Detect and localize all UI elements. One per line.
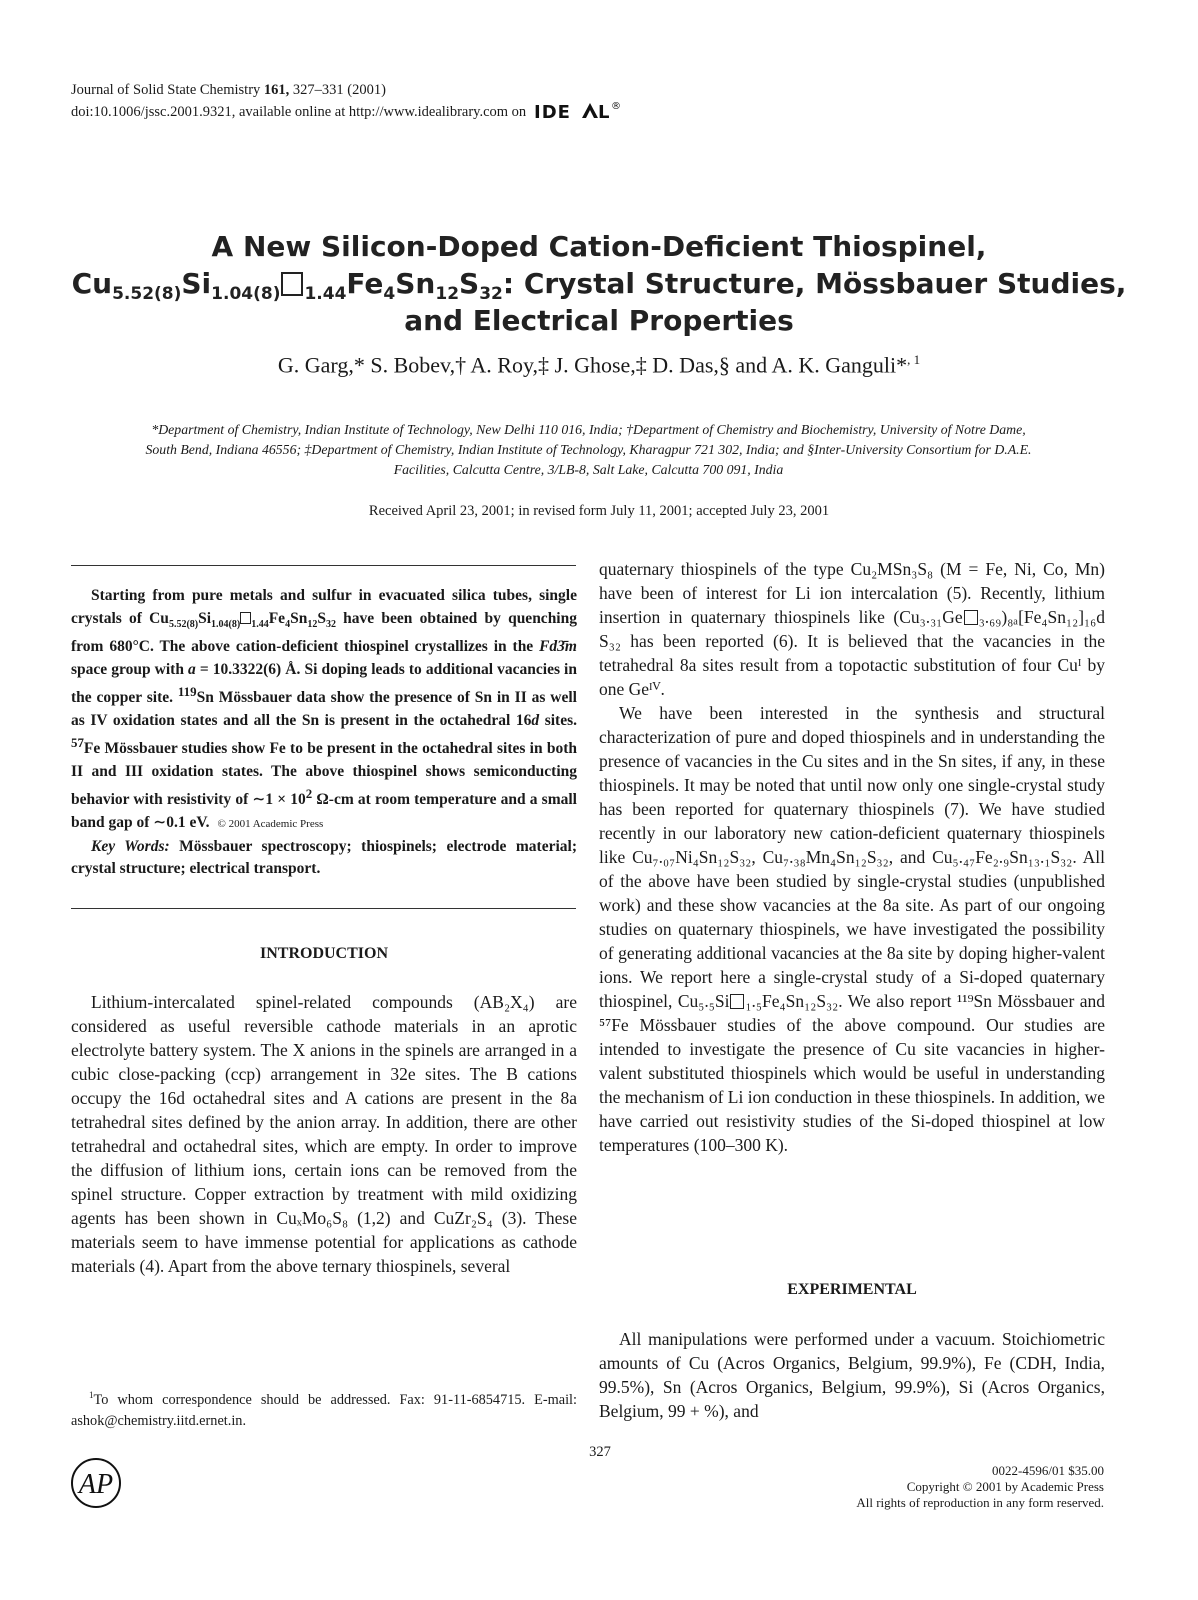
abstract-top-rule [71,565,576,566]
issn-line: 0022-4596/01 $35.00 [992,1463,1104,1478]
footnote [71,1385,577,1432]
copyright-line: Copyright © 2001 by Academic Press [906,1479,1104,1494]
vacancy-box-icon [964,610,978,625]
svg-text:L: L [597,102,610,121]
affiliation-line: Facilities, Calcutta Centre, 3/LB-8, Salt Lake, Calcutta 700 091, India [393,462,784,477]
academic-press-logo [70,1457,122,1514]
page-number: 327 [589,1444,611,1460]
doi-text: doi:10.1006/jssc.2001.9321, available online at http://www.idealibrary.com on [71,104,527,120]
abstract [71,585,577,881]
footnote-text: To whom correspondence should be addressed. Fax: 91-11-6854715. E-mail: ashok@chemistry.iitd.ernet.in. [71,1391,577,1429]
introduction-text [71,990,577,1278]
journal-header [71,80,622,128]
footnote-mark: 1 [89,1390,94,1400]
abstract-bottom-rule [71,908,576,909]
key-words [71,836,577,881]
svg-text:®: ® [610,101,621,112]
journal-citation [71,80,622,101]
affiliation-line: South Bend, Indiana 46556; ‡Department of Chemistry, Indian Institute of Technology, Kharagpur 721 302, India; and §Inter-University Consortium for D.A.E. [145,442,1032,457]
logo-lettering: AP [78,1469,114,1500]
vacancy-box-icon [281,272,303,296]
key-words-text: Mössbauer spectroscopy; thiospinels; electrode material; crystal structure; electrical transport. [71,837,577,878]
key-words-label: Key Words: [91,837,170,855]
abstract-copyright: © 2001 Academic Press [217,818,324,831]
title-line-2: $Cu_{5.52(8)}Si_{1.04(8)}$ $_{1.44}Fe_4Sn_{12}S_{32}$: Crystal Structure, Mössbauer Studies, [71,267,1127,304]
copyright-block [856,1463,1104,1511]
journal-volume: 161, [263,82,290,98]
abstract-text: Starting from pure metals and sulfur in evacuated silica tubes, single crystals of $Cu_{5.52(8)}Si_{1.04(8)}$ $_{1.44}Fe_4Sn_{12}S_{32}$ have been obtained by quenching from 680°C. The above cation-deficient thiospinel crystallizes in the Fd3̄m space group with a = 10.3322(6) Å. Si doping leads to additional vacancies in the copper site. $^{119}$Sn Mössbauer data show the presence of Sn in II as well as IV oxidation states and all the Sn is present in the octahedral 16d sites. $^{57}$Fe Mössbauer studies show Fe to be present in the octahedral sites in both II and III oxidation states. The above thiospinel shows semiconducting behavior with resistivity of ∼1 × $10^2$ Ω-cm at room temperature and a small band gap of ∼0.1 eV. © 2001 Academic Press [71,587,577,832]
section-heading-introduction: INTRODUCTION [259,945,388,962]
received-dates: Received April 23, 2001; in revised form July 11, 2001; accepted July 23, 2001 [368,503,830,519]
ideal-logo[interactable] [534,101,622,128]
article-title [60,228,1138,339]
rights-line: All rights of reproduction in any form reserved. [856,1495,1104,1510]
right-column [599,557,1105,1157]
section-heading-experimental: EXPERIMENTAL [787,1281,917,1298]
vacancy-box-icon [240,612,251,624]
svg-text:IDE: IDE [533,102,571,121]
title-line-3: and Electrical Properties [404,304,794,337]
title-line-1: A New Silicon-Doped Cation-Deficient Thiospinel, [211,230,987,263]
journal-pages: 327–331 (2001) [292,82,386,98]
journal-name: Journal of Solid State Chemistry [71,82,261,98]
paragraph: All manipulations were performed under a vacuum. Stoichiometric amounts of Cu (Acros Organics, Belgium, 99.9%), Fe (CDH, India, 99.5%), Sn (Acros Organics, Belgium, 99.9%), Si (Acros Organics, Belgium, 99 + %), and [599,1329,1105,1421]
experimental-text [599,1327,1105,1423]
paragraph: We have been interested in the synthesis and structural characterization of pure and doped thiospinels and in understanding the presence of vacancies in the Cu sites and in the Sn sites, if any, in these thiospinels. It may be noted that until now only one single-crystal study has been reported for quaternary thiospinels (7). We have studied recently in our laboratory new cation-deficient quaternary thiospinels like Cu₇.₀₇Ni₄Sn₁₂S₃₂, Cu₇.₃₈Mn₄Sn₁₂S₃₂, and Cu₅.₄₇Fe₂.₉Sn₁₃.₁S₃₂. All of the above have been studied by single-crystal studies (unpublished work) and these show vacancies at the 8a site. As part of our ongoing studies on quaternary thiospinels, we have investigated the possibility of generating additional vacancies at the 8a site by doping higher-valent ions. We report here a single-crystal study of a Si-doped quaternary thiospinel, Cu₅.₅Si ₁.₅Fe₄Sn₁₂S₃₂. We also report ¹¹⁹Sn Mössbauer and ⁵⁷Fe Mössbauer studies of the above compound. Our studies are intended to investigate the presence of Cu site vacancies in higher-valent substituted thiospinels which would be useful in understanding the mechanism of Li ion conduction in these thiospinels. In addition, we have carried out resistivity studies of the Si-doped thiospinel at low temperatures (100–300 K). [599,703,1105,1155]
affiliation-line: *Department of Chemistry, Indian Institute of Technology, New Delhi 110 016, India; †Department of Chemistry and Biochemistry, University of Notre Dame, [151,422,1026,437]
paragraph: Lithium-intercalated spinel-related compounds (AB₂X₄) are considered as useful reversible cathode materials in an aprotic electrolyte battery system. The X anions in the spinels are arranged in a cubic close-packing (ccp) arrangement in 32e sites. The B cations occupy the 16d octahedral sites and A cations are present in the 8a tetrahedral sites defined by the anion array. In addition, there are other tetrahedral and octahedral sites, which are empty. In order to improve the diffusion of lithium ions, certain ions can be removed from the spinel structure. Copper extraction by treatment with mild oxidizing agents has been shown in CuₓMo₆S₈ (1,2) and CuZr₂S₄ (3). These materials seem to have immense potential for applications as cathode materials (4). Apart from the above ternary thiospinels, several [71,992,577,1276]
affiliations [71,420,1106,480]
authors-text: G. Garg,* S. Bobev,† A. Roy,‡ J. Ghose,‡ D. Das,§ and A. K. Ganguli* [277,352,908,378]
paragraph: quaternary thiospinels of the type Cu₂MSn₃S₈ (M = Fe, Ni, Co, Mn) have been of interest for Li ion intercalation (5). Recently, lithium insertion in quaternary thiospinels like (Cu₃.₃₁Ge ₃.₆₉)₈ₐ[Fe₄Sn₁₂]₁₆d S₃₂ has been reported (6). It is believed that the vacancies in the tetrahedral 8a sites result from a topotactic substitution of four Cuᴵ by one Geᴵⱽ. [599,559,1105,699]
author-list [60,352,1138,378]
doi-line [71,101,622,128]
author-footnote-mark: , 1 [907,352,921,367]
vacancy-box-icon [730,994,744,1009]
